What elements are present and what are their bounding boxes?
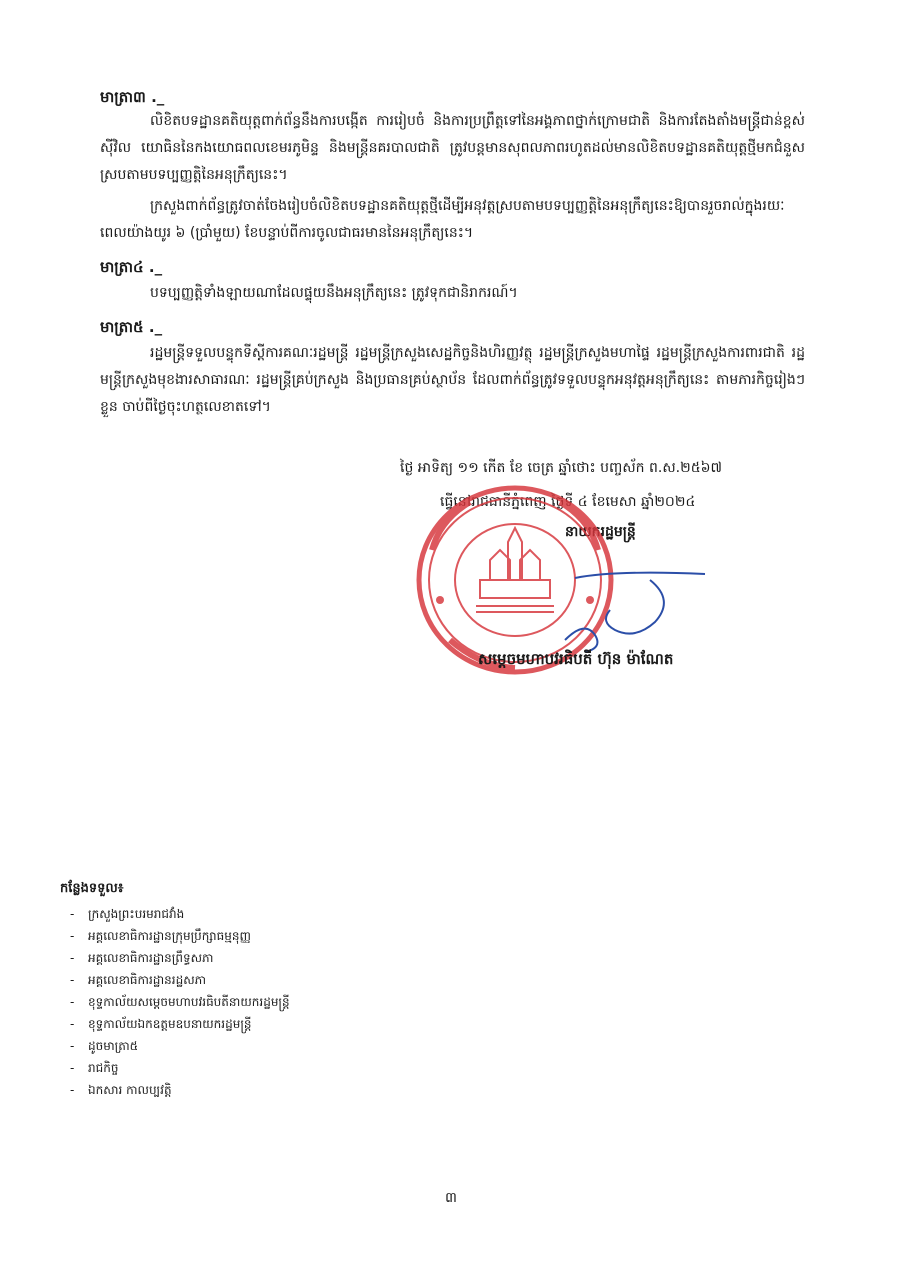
article-5-heading: មាត្រា៥ ._ [100, 318, 163, 336]
page-number: ៣ [445, 1190, 457, 1206]
list-item: - អគ្គលេខាធិការដ្ឋានរដ្ឋសភា [70, 973, 207, 987]
article-3-paragraph-2: ក្រសួងពាក់ព័ន្ធត្រូវចាត់ចែងរៀបចំលិខិតបទដ្ឋានគតិយុត្តថ្មីដើម្បីអនុវត្តស្របតាមបទប្បញ្ញត្តិនៃអនុក្រឹត្យនេះឱ្យបានរួចរាល់ក្នុងរយៈពេលយ៉ាងយូរ ៦ (ប្រាំមួយ) ខែបន្ទាប់ពីការចូលជាធរមាននៃអនុក្រឹត្យនេះ។ [100, 198, 785, 241]
list-item: - ដូចមាត្រា៥ [70, 1039, 139, 1053]
handwritten-signature-icon [555, 560, 715, 660]
list-item: - អគ្គលេខាធិការដ្ឋានក្រុមប្រឹក្សាធម្មនុញ្ញ [70, 929, 251, 943]
article-5-paragraph-1: រដ្ឋមន្ត្រីទទួលបន្ទុកទីស្តីការគណៈរដ្ឋមន្ត្រី រដ្ឋមន្ត្រីក្រសួងសេដ្ឋកិច្ចនិងហិរញ្ញវត្ថុ រដ្ឋមន្ត្រីក្រសួងមហាផ្ទៃ រដ្ឋមន្ត្រីក្រសួងការពារជាតិ រដ្ឋមន្ត្រីក្រសួងមុខងារសាធារណៈ រដ្ឋមន្ត្រីគ្រប់ក្រសួង និងប្រធានគ្រប់ស្ថាប័ន ដែលពាក់ព័ន្ធត្រូវទទួលបន្ទុកអនុវត្តអនុក្រឹត្យនេះ តាមភារកិច្ចរៀងៗខ្លួន ចាប់ពីថ្ងៃចុះហត្ថលេខាតទៅ។ [100, 345, 805, 415]
recipients-list [60, 880, 460, 1101]
signatory-name: សម្តេចមហាបវរធិបតី ហ៊ុន ម៉ាណែត [478, 650, 674, 668]
recipients-title: កន្លែងទទួល៖ [60, 881, 124, 896]
signatory-title: នាយករដ្ឋមន្ត្រី [565, 524, 636, 540]
list-item: - ក្រសួងព្រះបរមរាជវាំង [70, 907, 185, 921]
article-3-paragraph-1: លិខិតបទដ្ឋានគតិយុត្តពាក់ព័ន្ធនឹងការបង្កើត ការរៀបចំ និងការប្រព្រឹត្តទៅនៃអង្គភាពថ្នាក់ក្រោមជាតិ និងការតែងតាំងមន្ត្រីជាន់ខ្ពស់ស៊ីវិល យោធិននៃកងយោធពលខេមរភូមិន្ទ និងមន្ត្រីនគរបាលជាតិ ត្រូវបន្តមានសុពលភាពរហូតដល់មានលិខិតបទដ្ឋានគតិយុត្តថ្មីមកជំនួសស្របតាមបទប្បញ្ញត្តិនៃអនុក្រឹត្យនេះ។ [100, 113, 805, 183]
list-item: - រាជកិច្ច [70, 1061, 119, 1075]
list-item: - ខុទ្ទកាល័យសម្តេចមហាបវរធិបតីនាយករដ្ឋមន្ត្រី [70, 995, 290, 1009]
article-3-heading: មាត្រា៣ ._ [100, 88, 165, 106]
solar-date: ធ្វើនៅរាជធានីភ្នំពេញ ថ្ងៃទី ៤ ខែមេសា ឆ្នាំ២០២៤ [440, 494, 696, 510]
list-item: - អគ្គលេខាធិការដ្ឋានព្រឹទ្ធសភា [70, 951, 214, 965]
lunar-date: ថ្ងៃ អាទិត្យ ១១ កើត ខែ ចេត្រ ឆ្នាំថោះ បញ្ចស័ក ព.ស.២៥៦៧ [400, 460, 723, 476]
article-4-paragraph-1: បទប្បញ្ញត្តិទាំងឡាយណាដែលផ្ទុយនឹងអនុក្រឹត្យនេះ ត្រូវទុកជានិរាករណ៍។ [150, 285, 518, 301]
list-item: - ឯកសារ កាលប្បវត្តិ [70, 1083, 172, 1097]
article-4-heading: មាត្រា៤ ._ [100, 258, 163, 276]
list-item: - ខុទ្ទកាល័យឯកឧត្តមឧបនាយករដ្ឋមន្ត្រី [70, 1017, 252, 1031]
